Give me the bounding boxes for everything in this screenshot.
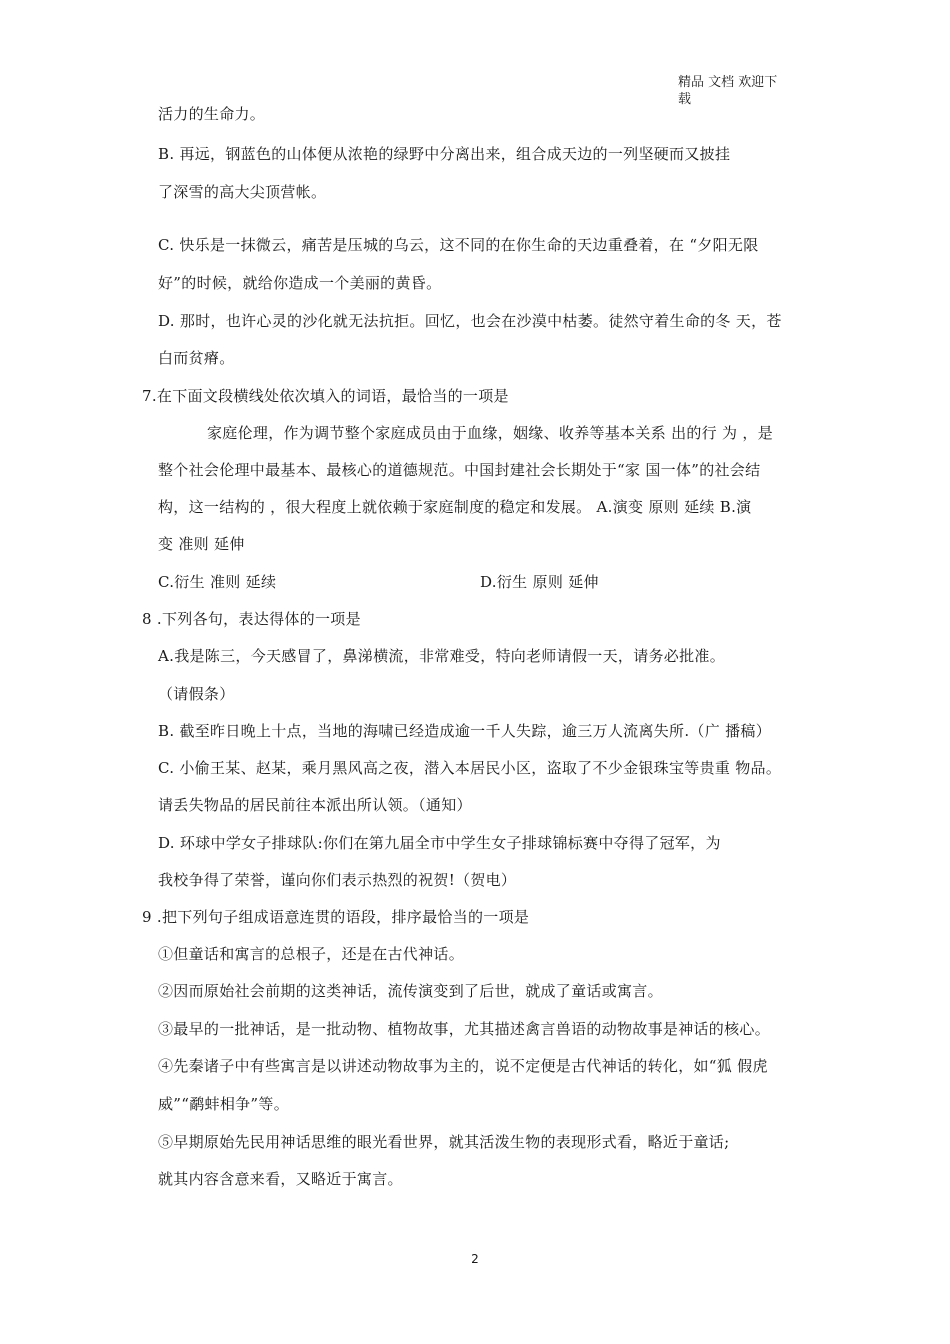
- header-watermark-line1: 精品 文档 欢迎下: [678, 75, 778, 90]
- text-line: B. 截至昨日晚上十点，当地的海啸已经造成逾一千人失踪，逾三万人流离失所.（广 播稿）: [158, 722, 771, 740]
- header-watermark: [678, 74, 808, 108]
- text-line: 构，这一结构的 ，很大程度上就依赖于家庭制度的稳定和发展。 A.演变 原则 延续 B.演: [158, 498, 752, 516]
- text-line: 整个社会伦理中最基本、最核心的道德规范。中国封建社会长期处于“家 国一体”的社会结: [158, 461, 761, 479]
- text-line: 请丢失物品的居民前往本派出所认领。（通知）: [158, 796, 472, 814]
- sentence-2: ②因而原始社会前期的这类神话，流传演变到了后世，就成了童话或寓言。: [158, 982, 663, 1000]
- sentence-1: ①但童话和寓言的总根子，还是在古代神话。: [158, 945, 465, 963]
- question-7-title: 7.在下面文段横线处依次填入的词语，最恰当的一项是: [142, 387, 509, 405]
- text-line: B. 再远，钢蓝色的山体便从浓艳的绿野中分离出来，组合成天边的一列坚硬而又披挂: [158, 145, 731, 163]
- text-line: 威”“鹬蚌相争”等。: [158, 1095, 290, 1113]
- sentence-3: ③最早的一批神话，是一批动物、植物故事，尤其描述禽言兽语的动物故事是神话的核心。: [158, 1020, 771, 1038]
- text-line: 变 准则 延伸: [158, 535, 245, 553]
- text-line: 好”的时候，就给你造成一个美丽的黄昏。: [158, 274, 442, 292]
- text-line: 了深雪的高大尖顶营帐。: [158, 183, 327, 201]
- header-watermark-line2: 载: [678, 92, 692, 107]
- option-c: C.衍生 准则 延续: [158, 573, 277, 591]
- page-number: 2: [471, 1252, 479, 1266]
- sentence-5: ⑤早期原始先民用神话思维的眼光看世界，就其活泼生物的表现形式看，略近于童话;: [158, 1133, 730, 1151]
- text-line: C. 快乐是一抹微云，痛苦是压城的乌云，这不同的在你生命的天边重叠着，在 “夕阳无限: [158, 236, 759, 254]
- text-line: 就其内容含意来看，又略近于寓言。: [158, 1170, 403, 1188]
- text-line: D. 那时，也许心灵的沙化就无法抗拒。回忆，也会在沙漠中枯萎。徒然守着生命的冬 天，苍: [158, 312, 782, 330]
- text-line: （请假条）: [158, 685, 235, 703]
- text-line: C. 小偷王某、赵某，乘月黑风高之夜，潜入本居民小区，盗取了不少金银珠宝等贵重 物品。: [158, 759, 782, 777]
- text-line: 家庭伦理，作为调节整个家庭成员由于血缘，姻缘、收养等基本关系 出的行 为 ，是: [207, 424, 774, 442]
- text-line: D. 环球中学女子排球队:你们在第九届全市中学生女子排球锦标赛中夺得了冠军，为: [158, 834, 721, 852]
- sentence-4: ④先秦诸子中有些寓言是以讲述动物故事为主的，说不定便是古代神话的转化，如“狐 假虎: [158, 1057, 768, 1075]
- question-9-title: 9 .把下列句子组成语意连贯的语段，排序最恰当的一项是: [142, 908, 530, 926]
- text-line: A.我是陈三，今天感冒了，鼻涕横流，非常难受，特向老师请假一天，请务必批准。: [158, 647, 726, 665]
- question-8-title: 8 .下列各句，表达得体的一项是: [142, 610, 361, 628]
- text-line: 白而贫瘠。: [158, 349, 235, 367]
- option-d: D.衍生 原则 延伸: [480, 573, 599, 591]
- text-line: 活力的生命力。: [158, 105, 266, 123]
- text-line: 我校争得了荣誉，谨向你们表示热烈的祝贺!（贺电）: [158, 871, 517, 889]
